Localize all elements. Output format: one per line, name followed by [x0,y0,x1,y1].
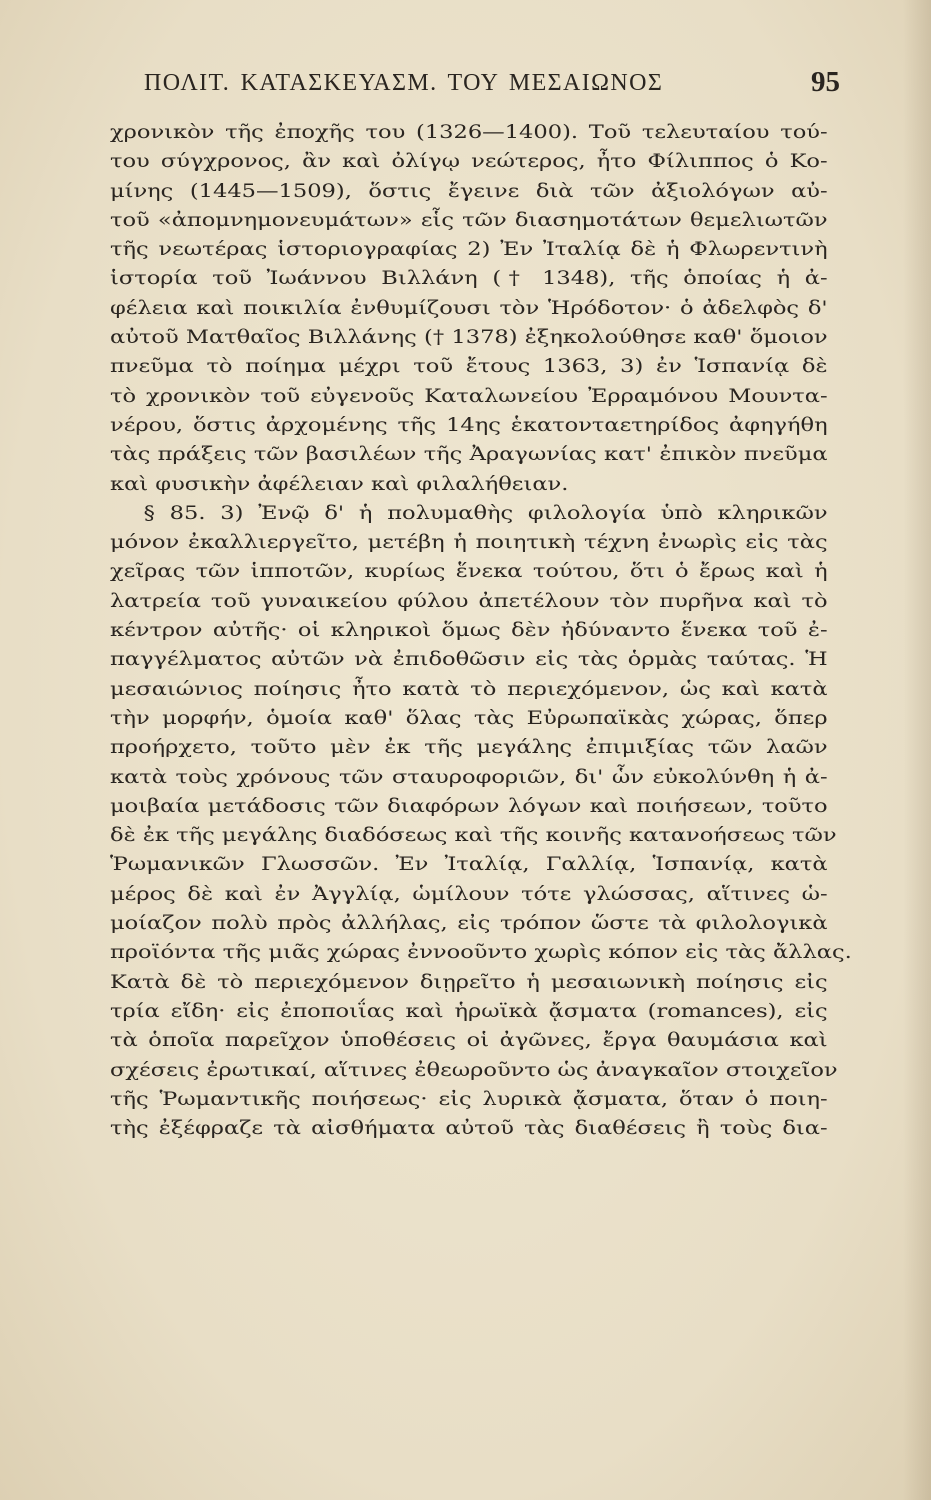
text-line: τῆς Ῥωμαντικῆς ποιήσεως· εἰς λυρικὰ ᾄσματα, ὅταν ὁ ποιη- [110,1088,828,1110]
text-line: τῆς νεωτέρας ἱστοριογραφίας 2) Ἐν Ἰταλίᾳ δὲ ἡ Φλωρεντινὴ [110,239,828,261]
text-line: αὐτοῦ Ματθαῖος Βιλλάνης († 1378) ἐξηκολούθησε καθ' ὅμοιον [110,327,828,349]
text-line: παγγέλματος αὐτῶν νὰ ἐπιδοθῶσιν εἰς τὰς ὁρμὰς ταύτας. Ἡ [110,649,828,671]
text-line: τὰς πράξεις τῶν βασιλέων τῆς Ἀραγωνίας κατ' ἐπικὸν πνεῦμα [110,444,828,466]
text-line: πνεῦμα τὸ ποίημα μέχρι τοῦ ἔτους 1363, 3) ἐν Ἱσπανίᾳ δὲ [110,356,828,378]
text-line: κατὰ τοὺς χρόνους τῶν σταυροφοριῶν, δι' ὧν εὐκολύνθη ἡ ἀ- [110,766,828,788]
text-line: του σύγχρονος, ἂν καὶ ὀλίγῳ νεώτερος, ἦτο Φίλιππος ὁ Κο- [110,151,828,173]
text-line: τοῦ «ἀπομνημονευμάτων» εἷς τῶν διασημοτάτων θεμελιωτῶν [110,209,828,231]
text-line: Ῥωμανικῶν Γλωσσῶν. Ἐν Ἰταλίᾳ, Γαλλίᾳ, Ἱσπανίᾳ, κατὰ [110,854,828,876]
text-line: καὶ φυσικὴν ἀφέλειαν καὶ φιλαλήθειαν. [110,473,569,495]
page-number: 95 [811,66,840,98]
text-line: μόνον ἐκαλλιεργεῖτο, μετέβη ἡ ποιητικὴ τέχνη ἐνωρὶς εἰς τὰς [110,532,828,554]
page-edge-shadow [903,0,931,1500]
section-heading-line: § 85. 3) Ἐνῷ δ' ἡ πολυμαθὴς φιλολογία ὑπὸ κληρικῶν [143,502,828,524]
text-line: μίνης (1445—1509), ὅστις ἔγεινε διὰ τῶν ἀξιολόγων αὐ- [110,180,828,202]
text-line: φέλεια καὶ ποικιλία ἐνθυμίζουσι τὸν Ἡρόδοτον· ὁ ἀδελφὸς δ' [110,297,828,319]
text-line: μοιβαία μετάδοσις τῶν διαφόρων λόγων καὶ ποιήσεων, τοῦτο [110,795,828,817]
text-line: προήρχετο, τοῦτο μὲν ἐκ τῆς μεγάλης ἐπιμιξίας τῶν λαῶν [110,737,828,759]
text-line: Κατὰ δὲ τὸ περιεχόμενον διῃρεῖτο ἡ μεσαιωνικὴ ποίησις εἰς [110,971,828,993]
text-line: τὴς ἐξέφραζε τὰ αἰσθήματα αὐτοῦ τὰς διαθέσεις ἢ τοὺς δια- [110,1118,828,1140]
text-line: μεσαιώνιος ποίησις ἦτο κατὰ τὸ περιεχόμενον, ὡς καὶ κατὰ [110,678,828,700]
text-line: μέρος δὲ καὶ ἐν Ἀγγλίᾳ, ὡμίλουν τότε γλώσσας, αἵτινες ὡ- [110,883,828,905]
text-line: κέντρον αὐτῆς· οἱ κληρικοὶ ὅμως δὲν ἠδύναντο ἕνεκα τοῦ ἐ- [110,620,828,642]
running-head: ΠΟΛΙΤ. ΚΑΤΑΣΚΕΥΑΣΜ. ΤΟΥ ΜΕΣΑΙΩΝΟΣ [144,70,664,96]
text-line: προϊόντα τῆς μιᾶς χώρας ἐννοοῦντο χωρὶς κόπον εἰς τὰς ἄλλας. [110,942,852,964]
text-line: λατρεία τοῦ γυναικείου φύλου ἀπετέλουν τὸν πυρῆνα καὶ τὸ [110,590,828,612]
text-line: χεῖρας τῶν ἱπποτῶν, κυρίως ἕνεκα τούτου, ὅτι ὁ ἔρως καὶ ἡ [110,561,828,583]
text-line: τρία εἴδη· εἰς ἐποποιΐας καὶ ἡρωϊκὰ ᾄσματα (romances), εἰς [110,1000,828,1022]
body-text [110,118,852,1143]
text-line: ἱστορία τοῦ Ἰωάννου Βιλλάνη († 1348), τῆς ὁποίας ἡ ἀ- [110,268,828,290]
text-line: μοίαζον πολὺ πρὸς ἀλλήλας, εἰς τρόπον ὥστε τὰ φιλολογικὰ [110,913,828,935]
text-line: χρονικὸν τῆς ἐποχῆς του (1326—1400). Τοῦ τελευταίου τού- [110,122,828,143]
text-line: τὰ ὁποῖα παρεῖχον ὑποθέσεις οἱ ἀγῶνες, ἔργα θαυμάσια καὶ [110,1030,828,1052]
text-line: τὴν μορφήν, ὁμοία καθ' ὅλας τὰς Εὐρωπαϊκὰς χώρας, ὅπερ [110,707,828,729]
page-header [110,66,840,106]
text-line: σχέσεις ἐρωτικαί, αἵτινες ἐθεωροῦντο ὡς ἀναγκαῖον στοιχεῖον [110,1059,838,1081]
text-line: νέρου, ὅστις ἀρχομένης τῆς 14ης ἑκατονταετηρίδος ἀφηγήθη [110,414,828,436]
text-line: τὸ χρονικὸν τοῦ εὐγενοῦς Καταλωνείου Ἐρραμόνου Μουντα- [110,385,828,407]
text-line: δὲ ἐκ τῆς μεγάλης διαδόσεως καὶ τῆς κοινῆς κατανοήσεως τῶν [110,825,837,847]
